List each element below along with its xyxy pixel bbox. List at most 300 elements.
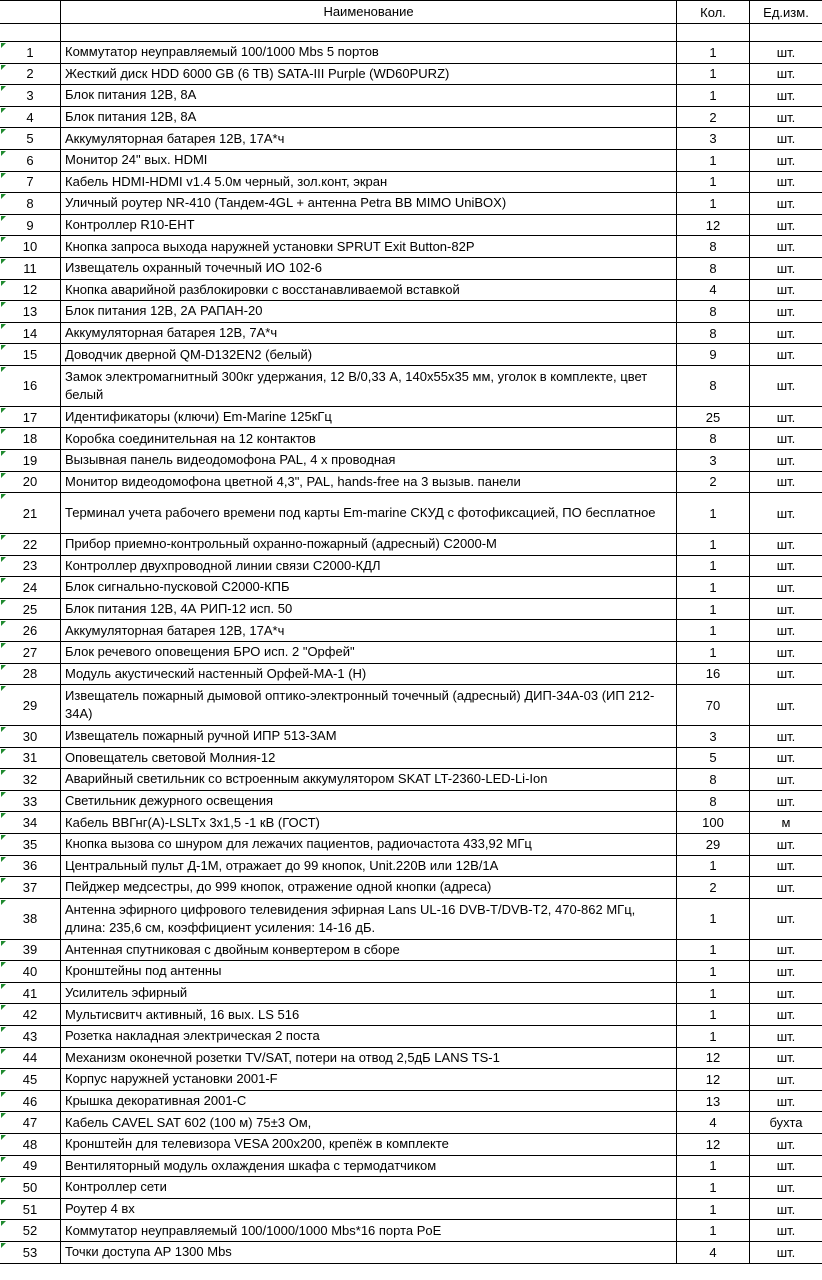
row-number-cell[interactable]: 15 [0, 344, 61, 365]
unit-cell[interactable]: шт. [776, 431, 796, 447]
table-row [0, 172, 822, 194]
green-triangle-icon [1, 792, 6, 797]
quantity-cell[interactable]: 4 [677, 1112, 750, 1133]
item-name-cell[interactable]: Блок питания 12В, 8А [61, 107, 677, 128]
item-name-cell[interactable]: Кнопка вызова со шнуром для лежачих пациентов, радиочастота 433,92 МГц [61, 834, 677, 855]
green-triangle-icon [1, 1178, 6, 1183]
unit-cell[interactable]: шт. [776, 1028, 796, 1044]
quantity-cell[interactable]: 1 [677, 642, 750, 663]
item-name-cell[interactable]: Кнопка запроса выхода наружней установки SPRUT Exit Button-82P [61, 236, 677, 257]
header-cell-qty[interactable]: Кол. [677, 1, 750, 23]
item-name-cell[interactable]: Извещатель пожарный ручной ИПР 513-3АМ [61, 726, 677, 747]
table-row [0, 599, 822, 621]
quantity-cell[interactable]: 1 [677, 1026, 750, 1047]
table-row [0, 769, 822, 791]
table-row [0, 1069, 822, 1091]
row-number-cell[interactable]: 43 [0, 1026, 61, 1047]
table-row [0, 107, 822, 129]
quantity-cell[interactable]: 4 [677, 280, 750, 301]
unit-cell[interactable]: шт. [776, 409, 796, 425]
item-name-cell[interactable]: Идентификаторы (ключи) Em-Marine 125кГц [61, 407, 677, 428]
green-triangle-icon [1, 1135, 6, 1140]
quantity-cell[interactable]: 9 [677, 344, 750, 365]
item-name-cell[interactable]: Крышка декоративная 2001-С [61, 1091, 677, 1112]
row-number-cell[interactable]: 19 [0, 450, 61, 471]
item-name-cell[interactable]: Монитор 24" вых. HDMI [61, 150, 677, 171]
item-name-cell[interactable]: Монитор видеодомофона цветной 4,3", PAL, hands-free на 3 вызыв. панели [61, 472, 677, 493]
row-number-cell[interactable]: 28 [0, 664, 61, 685]
row-number-cell[interactable]: 6 [0, 150, 61, 171]
quantity-cell[interactable]: 70 [677, 685, 750, 725]
unit-cell[interactable]: шт. [776, 378, 796, 394]
quantity-cell[interactable]: 2 [677, 472, 750, 493]
green-triangle-icon [1, 129, 6, 134]
row-number-cell[interactable]: 34 [0, 812, 61, 833]
item-name-cell[interactable]: Коробка соединительная на 12 контактов [61, 428, 677, 449]
unit-cell[interactable]: шт. [776, 505, 796, 521]
row-number-cell[interactable]: 16 [0, 366, 61, 406]
green-triangle-icon [1, 194, 6, 199]
row-number-cell[interactable]: 42 [0, 1004, 61, 1025]
green-triangle-icon [1, 86, 6, 91]
row-number-cell[interactable]: 46 [0, 1091, 61, 1112]
row-number-cell[interactable]: 9 [0, 215, 61, 236]
quantity-cell[interactable]: 5 [677, 748, 750, 769]
row-number-cell[interactable]: 41 [0, 983, 61, 1004]
quantity-cell[interactable]: 3 [677, 726, 750, 747]
quantity-cell[interactable]: 1 [677, 856, 750, 877]
green-triangle-icon [1, 1027, 6, 1032]
item-name-cell[interactable]: Кнопка аварийной разблокировки с восстанавливаемой вставкой [61, 280, 677, 301]
quantity-cell[interactable]: 4 [677, 1242, 750, 1263]
unit-cell[interactable]: шт. [776, 1093, 796, 1109]
row-number-cell[interactable]: 14 [0, 323, 61, 344]
row-number-cell[interactable]: 25 [0, 599, 61, 620]
item-name-cell[interactable]: Светильник дежурного освещения [61, 791, 677, 812]
unit-cell[interactable]: шт. [776, 911, 796, 927]
unit-cell[interactable]: шт. [776, 1179, 796, 1195]
table-row [0, 1242, 822, 1264]
item-name-cell[interactable]: Блок сигнально-пусковой С2000-КПБ [61, 577, 677, 598]
item-name-cell[interactable]: Пейджер медсестры, до 999 кнопок, отражение одной кнопки (адреса) [61, 877, 677, 898]
unit-cell[interactable]: шт. [776, 452, 796, 468]
table-row [0, 1112, 822, 1134]
item-name-cell[interactable]: Коммутатор неуправляемый 100/1000 Mbs 5 портов [61, 42, 677, 63]
unit-cell[interactable]: шт. [776, 879, 796, 895]
unit-cell[interactable]: шт. [776, 282, 796, 298]
table-row [0, 620, 822, 642]
item-name-cell[interactable]: Прибор приемно-контрольный охранно-пожарный (адресный) С2000-М [61, 534, 677, 555]
green-triangle-icon [1, 281, 6, 286]
green-triangle-icon [1, 535, 6, 540]
row-number-cell[interactable]: 47 [0, 1112, 61, 1133]
unit-cell[interactable]: шт. [776, 558, 796, 574]
unit-cell[interactable]: шт. [776, 644, 796, 660]
row-number-cell[interactable]: 12 [0, 280, 61, 301]
green-triangle-icon [1, 1157, 6, 1162]
unit-cell[interactable]: м [781, 815, 791, 831]
green-triangle-icon [1, 727, 6, 732]
unit-cell[interactable]: шт. [776, 217, 796, 233]
item-name-cell[interactable]: Роутер 4 вх [61, 1199, 677, 1220]
unit-cell[interactable]: шт. [776, 1223, 796, 1239]
item-name-cell[interactable]: Замок электромагнитный 300кг удержания, 12 В/0,33 А, 140x55x35 мм, уголок в комплекте, цвет белый [61, 366, 677, 406]
item-name-cell[interactable]: Мультисвитч активный, 16 вых. LS 516 [61, 1004, 677, 1025]
table-row [0, 428, 822, 450]
item-name-cell[interactable]: Модуль акустический настенный Орфей-МА-1 (Н) [61, 664, 677, 685]
table-row [0, 664, 822, 686]
row-number-cell[interactable]: 49 [0, 1156, 61, 1177]
quantity-cell[interactable]: 100 [677, 812, 750, 833]
table-row [0, 407, 822, 429]
item-name-cell[interactable]: Аккумуляторная батарея 12В, 7А*ч [61, 323, 677, 344]
unit-cell[interactable]: шт. [776, 303, 796, 319]
table-row [0, 1026, 822, 1048]
row-number-cell[interactable]: 45 [0, 1069, 61, 1090]
row-number-cell[interactable]: 48 [0, 1134, 61, 1155]
item-name-cell[interactable]: Блок питания 12В, 2А РАПАН-20 [61, 301, 677, 322]
row-number-cell[interactable]: 5 [0, 128, 61, 149]
table-row [0, 1220, 822, 1242]
item-name-cell[interactable]: Блок питания 12В, 8А [61, 85, 677, 106]
row-number-cell[interactable]: 27 [0, 642, 61, 663]
item-name-cell[interactable]: Жесткий диск HDD 6000 GB (6 TB) SATA-III Purple (WD60PURZ) [61, 64, 677, 85]
table-row [0, 812, 822, 834]
green-triangle-icon [1, 1049, 6, 1054]
table-row [0, 556, 822, 578]
row-number-cell[interactable]: 31 [0, 748, 61, 769]
quantity-cell[interactable]: 2 [677, 107, 750, 128]
green-triangle-icon [1, 665, 6, 670]
item-name-cell[interactable]: Оповещатель световой Молния-12 [61, 748, 677, 769]
row-number-cell[interactable]: 26 [0, 620, 61, 641]
row-number-cell[interactable]: 4 [0, 107, 61, 128]
table-row [0, 748, 822, 770]
row-number-cell[interactable]: 11 [0, 258, 61, 279]
table-row [0, 726, 822, 748]
quantity-cell[interactable]: 1 [677, 1177, 750, 1198]
item-name-cell[interactable]: Антенна эфирного цифрового телевидения эфирная Lans UL-16 DVB-T/DVB-T2, 470-862 МГц, длина: 235,6 см, коэффициент усиления: 14-16 дБ. [61, 899, 677, 939]
item-name-cell[interactable]: Блок речевого оповещения БРО исп. 2 "Орфей" [61, 642, 677, 663]
quantity-cell[interactable]: 1 [677, 620, 750, 641]
table-row [0, 1048, 822, 1070]
green-triangle-icon [1, 984, 6, 989]
item-name-cell[interactable]: Антенная спутниковая с двойным конвертером в сборе [61, 940, 677, 961]
quantity-cell[interactable]: 16 [677, 664, 750, 685]
table-row [0, 344, 822, 366]
row-number-cell[interactable]: 10 [0, 236, 61, 257]
quantity-cell[interactable]: 2 [677, 877, 750, 898]
green-triangle-icon [1, 621, 6, 626]
green-triangle-icon [1, 65, 6, 70]
quantity-cell[interactable]: 1 [677, 64, 750, 85]
quantity-cell[interactable]: 1 [677, 172, 750, 193]
header-cell-num[interactable] [0, 1, 61, 23]
unit-cell[interactable]: шт. [776, 1158, 796, 1174]
unit-cell[interactable]: бухта [769, 1115, 803, 1131]
green-triangle-icon [1, 259, 6, 264]
unit-cell[interactable]: шт. [776, 66, 796, 82]
green-triangle-icon [1, 408, 6, 413]
table-row [0, 1004, 822, 1026]
row-number-cell[interactable]: 13 [0, 301, 61, 322]
item-name-cell[interactable]: Вызывная панель видеодомофона PAL, 4 х проводная [61, 450, 677, 471]
table-row [0, 150, 822, 172]
unit-cell[interactable]: шт. [776, 858, 796, 874]
item-name-cell[interactable]: Извещатель охранный точечный ИО 102-6 [61, 258, 677, 279]
item-name-cell[interactable]: Усилитель эфирный [61, 983, 677, 1004]
quantity-cell[interactable]: 13 [677, 1091, 750, 1112]
table-row [0, 85, 822, 107]
unit-cell[interactable]: шт. [776, 109, 796, 125]
row-number-cell[interactable]: 29 [0, 685, 61, 725]
unit-cell[interactable]: шт. [776, 963, 796, 979]
quantity-cell[interactable]: 8 [677, 366, 750, 406]
row-number-cell[interactable]: 23 [0, 556, 61, 577]
row-number-cell[interactable]: 8 [0, 193, 61, 214]
quantity-cell[interactable]: 29 [677, 834, 750, 855]
unit-cell[interactable]: шт. [776, 239, 796, 255]
green-triangle-icon [1, 1005, 6, 1010]
unit-cell[interactable]: шт. [776, 793, 796, 809]
unit-cell[interactable]: шт. [776, 131, 796, 147]
item-name-cell[interactable]: Кабель HDMI-HDMI v1.4 5.0м черный, зол.конт, экран [61, 172, 677, 193]
unit-cell[interactable]: шт. [776, 195, 796, 211]
quantity-cell[interactable]: 12 [677, 215, 750, 236]
header-cell-unit[interactable]: Ед.изм. [763, 4, 809, 20]
table-row [0, 193, 822, 215]
unit-cell[interactable]: шт. [776, 260, 796, 276]
unit-cell[interactable]: шт. [776, 750, 796, 766]
table-row [0, 42, 822, 64]
row-number-cell[interactable]: 20 [0, 472, 61, 493]
row-number-cell[interactable]: 52 [0, 1220, 61, 1241]
green-triangle-icon [1, 1221, 6, 1226]
quantity-cell[interactable]: 1 [677, 940, 750, 961]
green-triangle-icon [1, 962, 6, 967]
table-row [0, 472, 822, 494]
row-number-cell[interactable]: 32 [0, 769, 61, 790]
quantity-cell[interactable]: 1 [677, 1156, 750, 1177]
quantity-cell[interactable]: 8 [677, 791, 750, 812]
item-name-cell[interactable]: Кабель CAVEL SAT 602 (100 м) 75±3 Ом, [61, 1112, 677, 1133]
table-row [0, 301, 822, 323]
row-number-cell[interactable]: 2 [0, 64, 61, 85]
row-number-cell[interactable]: 33 [0, 791, 61, 812]
quantity-cell[interactable]: 25 [677, 407, 750, 428]
item-name-cell[interactable]: Аварийный светильник со встроенным аккумулятором SKAT LT-2360-LED-Li-Ion [61, 769, 677, 790]
row-number-cell[interactable]: 53 [0, 1242, 61, 1263]
row-number-cell[interactable]: 18 [0, 428, 61, 449]
green-triangle-icon [1, 324, 6, 329]
table-row [0, 577, 822, 599]
green-triangle-icon [1, 878, 6, 883]
row-number-cell[interactable]: 39 [0, 940, 61, 961]
item-name-cell[interactable]: Коммутатор неуправляемый 100/1000/1000 Mbs*16 порта PoE [61, 1220, 677, 1241]
row-number-cell[interactable]: 37 [0, 877, 61, 898]
table-row [0, 685, 822, 726]
green-triangle-icon [1, 835, 6, 840]
quantity-cell[interactable]: 3 [677, 128, 750, 149]
item-name-cell[interactable]: Корпус наружней установки 2001-F [61, 1069, 677, 1090]
unit-cell[interactable]: шт. [776, 728, 796, 744]
quantity-cell[interactable]: 1 [677, 961, 750, 982]
table-row [0, 215, 822, 237]
blank-cell[interactable] [750, 24, 822, 41]
table-row [0, 1091, 822, 1113]
unit-cell[interactable]: шт. [776, 942, 796, 958]
table-row [0, 1134, 822, 1156]
unit-cell[interactable]: шт. [776, 347, 796, 363]
unit-cell[interactable]: шт. [776, 985, 796, 1001]
green-triangle-icon [1, 813, 6, 818]
unit-cell[interactable]: шт. [776, 1007, 796, 1023]
quantity-cell[interactable]: 12 [677, 1048, 750, 1069]
unit-cell[interactable]: шт. [776, 1201, 796, 1217]
header-cell-name[interactable]: Наименование [61, 1, 677, 23]
table-row [0, 128, 822, 150]
quantity-cell[interactable]: 1 [677, 493, 750, 533]
unit-cell[interactable]: шт. [776, 152, 796, 168]
unit-cell[interactable]: шт. [776, 474, 796, 490]
item-name-cell[interactable]: Кронштейн для телевизора VESA 200х200, крепёж в комплекте [61, 1134, 677, 1155]
item-name-cell[interactable]: Извещатель пожарный дымовой оптико-электронный точечный (адресный) ДИП-34А-03 (ИП 212-34А) [61, 685, 677, 725]
item-name-cell[interactable]: Кабель ВВГнг(А)-LSLTx 3х1,5 -1 кВ (ГОСТ) [61, 812, 677, 833]
quantity-cell[interactable]: 1 [677, 1220, 750, 1241]
green-triangle-icon [1, 643, 6, 648]
quantity-cell[interactable]: 12 [677, 1069, 750, 1090]
item-name-cell[interactable]: Розетка накладная электрическая 2 поста [61, 1026, 677, 1047]
unit-cell[interactable]: шт. [776, 1136, 796, 1152]
quantity-cell[interactable]: 1 [677, 193, 750, 214]
quantity-cell[interactable]: 1 [677, 85, 750, 106]
quantity-cell[interactable]: 8 [677, 428, 750, 449]
green-triangle-icon [1, 302, 6, 307]
row-number-cell[interactable]: 7 [0, 172, 61, 193]
row-number-cell[interactable]: 21 [0, 493, 61, 533]
quantity-cell[interactable]: 1 [677, 1004, 750, 1025]
table-row [0, 366, 822, 407]
row-number-cell[interactable]: 35 [0, 834, 61, 855]
item-name-cell[interactable]: Вентиляторный модуль охлаждения шкафа с термодатчиком [61, 1156, 677, 1177]
quantity-cell[interactable]: 1 [677, 534, 750, 555]
row-number-cell[interactable]: 40 [0, 961, 61, 982]
item-name-cell[interactable]: Доводчик дверной QM-D132EN2 (белый) [61, 344, 677, 365]
item-name-cell[interactable]: Аккумуляторная батарея 12В, 17А*ч [61, 620, 677, 641]
table-row [0, 1199, 822, 1221]
table-row [0, 258, 822, 280]
green-triangle-icon [1, 367, 6, 372]
green-triangle-icon [1, 173, 6, 178]
green-triangle-icon [1, 1243, 6, 1248]
green-triangle-icon [1, 686, 6, 691]
quantity-cell[interactable]: 8 [677, 769, 750, 790]
item-name-cell[interactable]: Контроллер двухпроводной линии связи С2000-КДЛ [61, 556, 677, 577]
table-row [0, 877, 822, 899]
unit-cell[interactable]: шт. [776, 579, 796, 595]
quantity-cell[interactable]: 8 [677, 323, 750, 344]
unit-cell[interactable]: шт. [776, 836, 796, 852]
unit-cell[interactable]: шт. [776, 601, 796, 617]
quantity-cell[interactable]: 8 [677, 236, 750, 257]
unit-cell[interactable]: шт. [776, 325, 796, 341]
unit-cell[interactable]: шт. [776, 623, 796, 639]
table-row [0, 642, 822, 664]
quantity-cell[interactable]: 3 [677, 450, 750, 471]
item-name-cell[interactable]: Блок питания 12В, 4А РИП-12 исп. 50 [61, 599, 677, 620]
quantity-cell[interactable]: 1 [677, 42, 750, 63]
row-number-cell[interactable]: 30 [0, 726, 61, 747]
blank-row [0, 24, 822, 42]
row-number-cell[interactable]: 38 [0, 899, 61, 939]
quantity-cell[interactable]: 1 [677, 556, 750, 577]
green-triangle-icon [1, 237, 6, 242]
quantity-cell[interactable]: 8 [677, 301, 750, 322]
unit-cell[interactable]: шт. [776, 44, 796, 60]
item-name-cell[interactable]: Контроллер R10-EHT [61, 215, 677, 236]
row-number-cell[interactable]: 44 [0, 1048, 61, 1069]
unit-cell[interactable]: шт. [776, 666, 796, 682]
green-triangle-icon [1, 345, 6, 350]
unit-cell[interactable]: шт. [776, 536, 796, 552]
row-number-cell[interactable]: 1 [0, 42, 61, 63]
green-triangle-icon [1, 578, 6, 583]
quantity-cell[interactable]: 1 [677, 577, 750, 598]
quantity-cell[interactable]: 8 [677, 258, 750, 279]
unit-cell[interactable]: шт. [776, 1050, 796, 1066]
quantity-cell[interactable]: 1 [677, 983, 750, 1004]
row-number-cell[interactable]: 50 [0, 1177, 61, 1198]
quantity-cell[interactable]: 1 [677, 899, 750, 939]
item-name-cell[interactable]: Терминал учета рабочего времени под карты Em-marine СКУД с фотофиксацией, ПО бесплатное [61, 493, 677, 533]
row-number-cell[interactable]: 3 [0, 85, 61, 106]
unit-cell[interactable]: шт. [776, 771, 796, 787]
green-triangle-icon [1, 216, 6, 221]
green-triangle-icon [1, 473, 6, 478]
blank-cell[interactable] [0, 24, 61, 41]
blank-cell[interactable] [677, 24, 750, 41]
item-name-cell[interactable]: Аккумуляторная батарея 12В, 17А*ч [61, 128, 677, 149]
row-number-cell[interactable]: 51 [0, 1199, 61, 1220]
quantity-cell[interactable]: 12 [677, 1134, 750, 1155]
unit-cell[interactable]: шт. [776, 1071, 796, 1087]
table-row [0, 856, 822, 878]
quantity-cell[interactable]: 1 [677, 1199, 750, 1220]
item-name-cell[interactable]: Уличный роутер NR-410 (Тандем-4GL + антенна Petra BB MIMO UniBOX) [61, 193, 677, 214]
unit-cell[interactable]: шт. [776, 697, 796, 713]
item-name-cell[interactable]: Механизм оконечной розетки TV/SAT, потери на отвод 2,5дБ LANS TS-1 [61, 1048, 677, 1069]
blank-cell[interactable] [61, 24, 677, 41]
header-row [0, 0, 822, 24]
table-row [0, 1177, 822, 1199]
table-row [0, 961, 822, 983]
green-triangle-icon [1, 557, 6, 562]
item-name-cell[interactable]: Центральный пульт Д-1М, отражает до 99 кнопок, Unit.220В или 12В/1А [61, 856, 677, 877]
item-name-cell[interactable]: Точки доступа AP 1300 Mbs [61, 1242, 677, 1263]
item-name-cell[interactable]: Контроллер сети [61, 1177, 677, 1198]
row-number-cell[interactable]: 36 [0, 856, 61, 877]
row-number-cell[interactable]: 17 [0, 407, 61, 428]
row-number-cell[interactable]: 22 [0, 534, 61, 555]
green-triangle-icon [1, 1070, 6, 1075]
quantity-cell[interactable]: 1 [677, 599, 750, 620]
quantity-cell[interactable]: 1 [677, 150, 750, 171]
item-name-cell[interactable]: Кронштейны под антенны [61, 961, 677, 982]
unit-cell[interactable]: шт. [776, 1244, 796, 1260]
row-number-cell[interactable]: 24 [0, 577, 61, 598]
unit-cell[interactable]: шт. [776, 174, 796, 190]
unit-cell[interactable]: шт. [776, 87, 796, 103]
